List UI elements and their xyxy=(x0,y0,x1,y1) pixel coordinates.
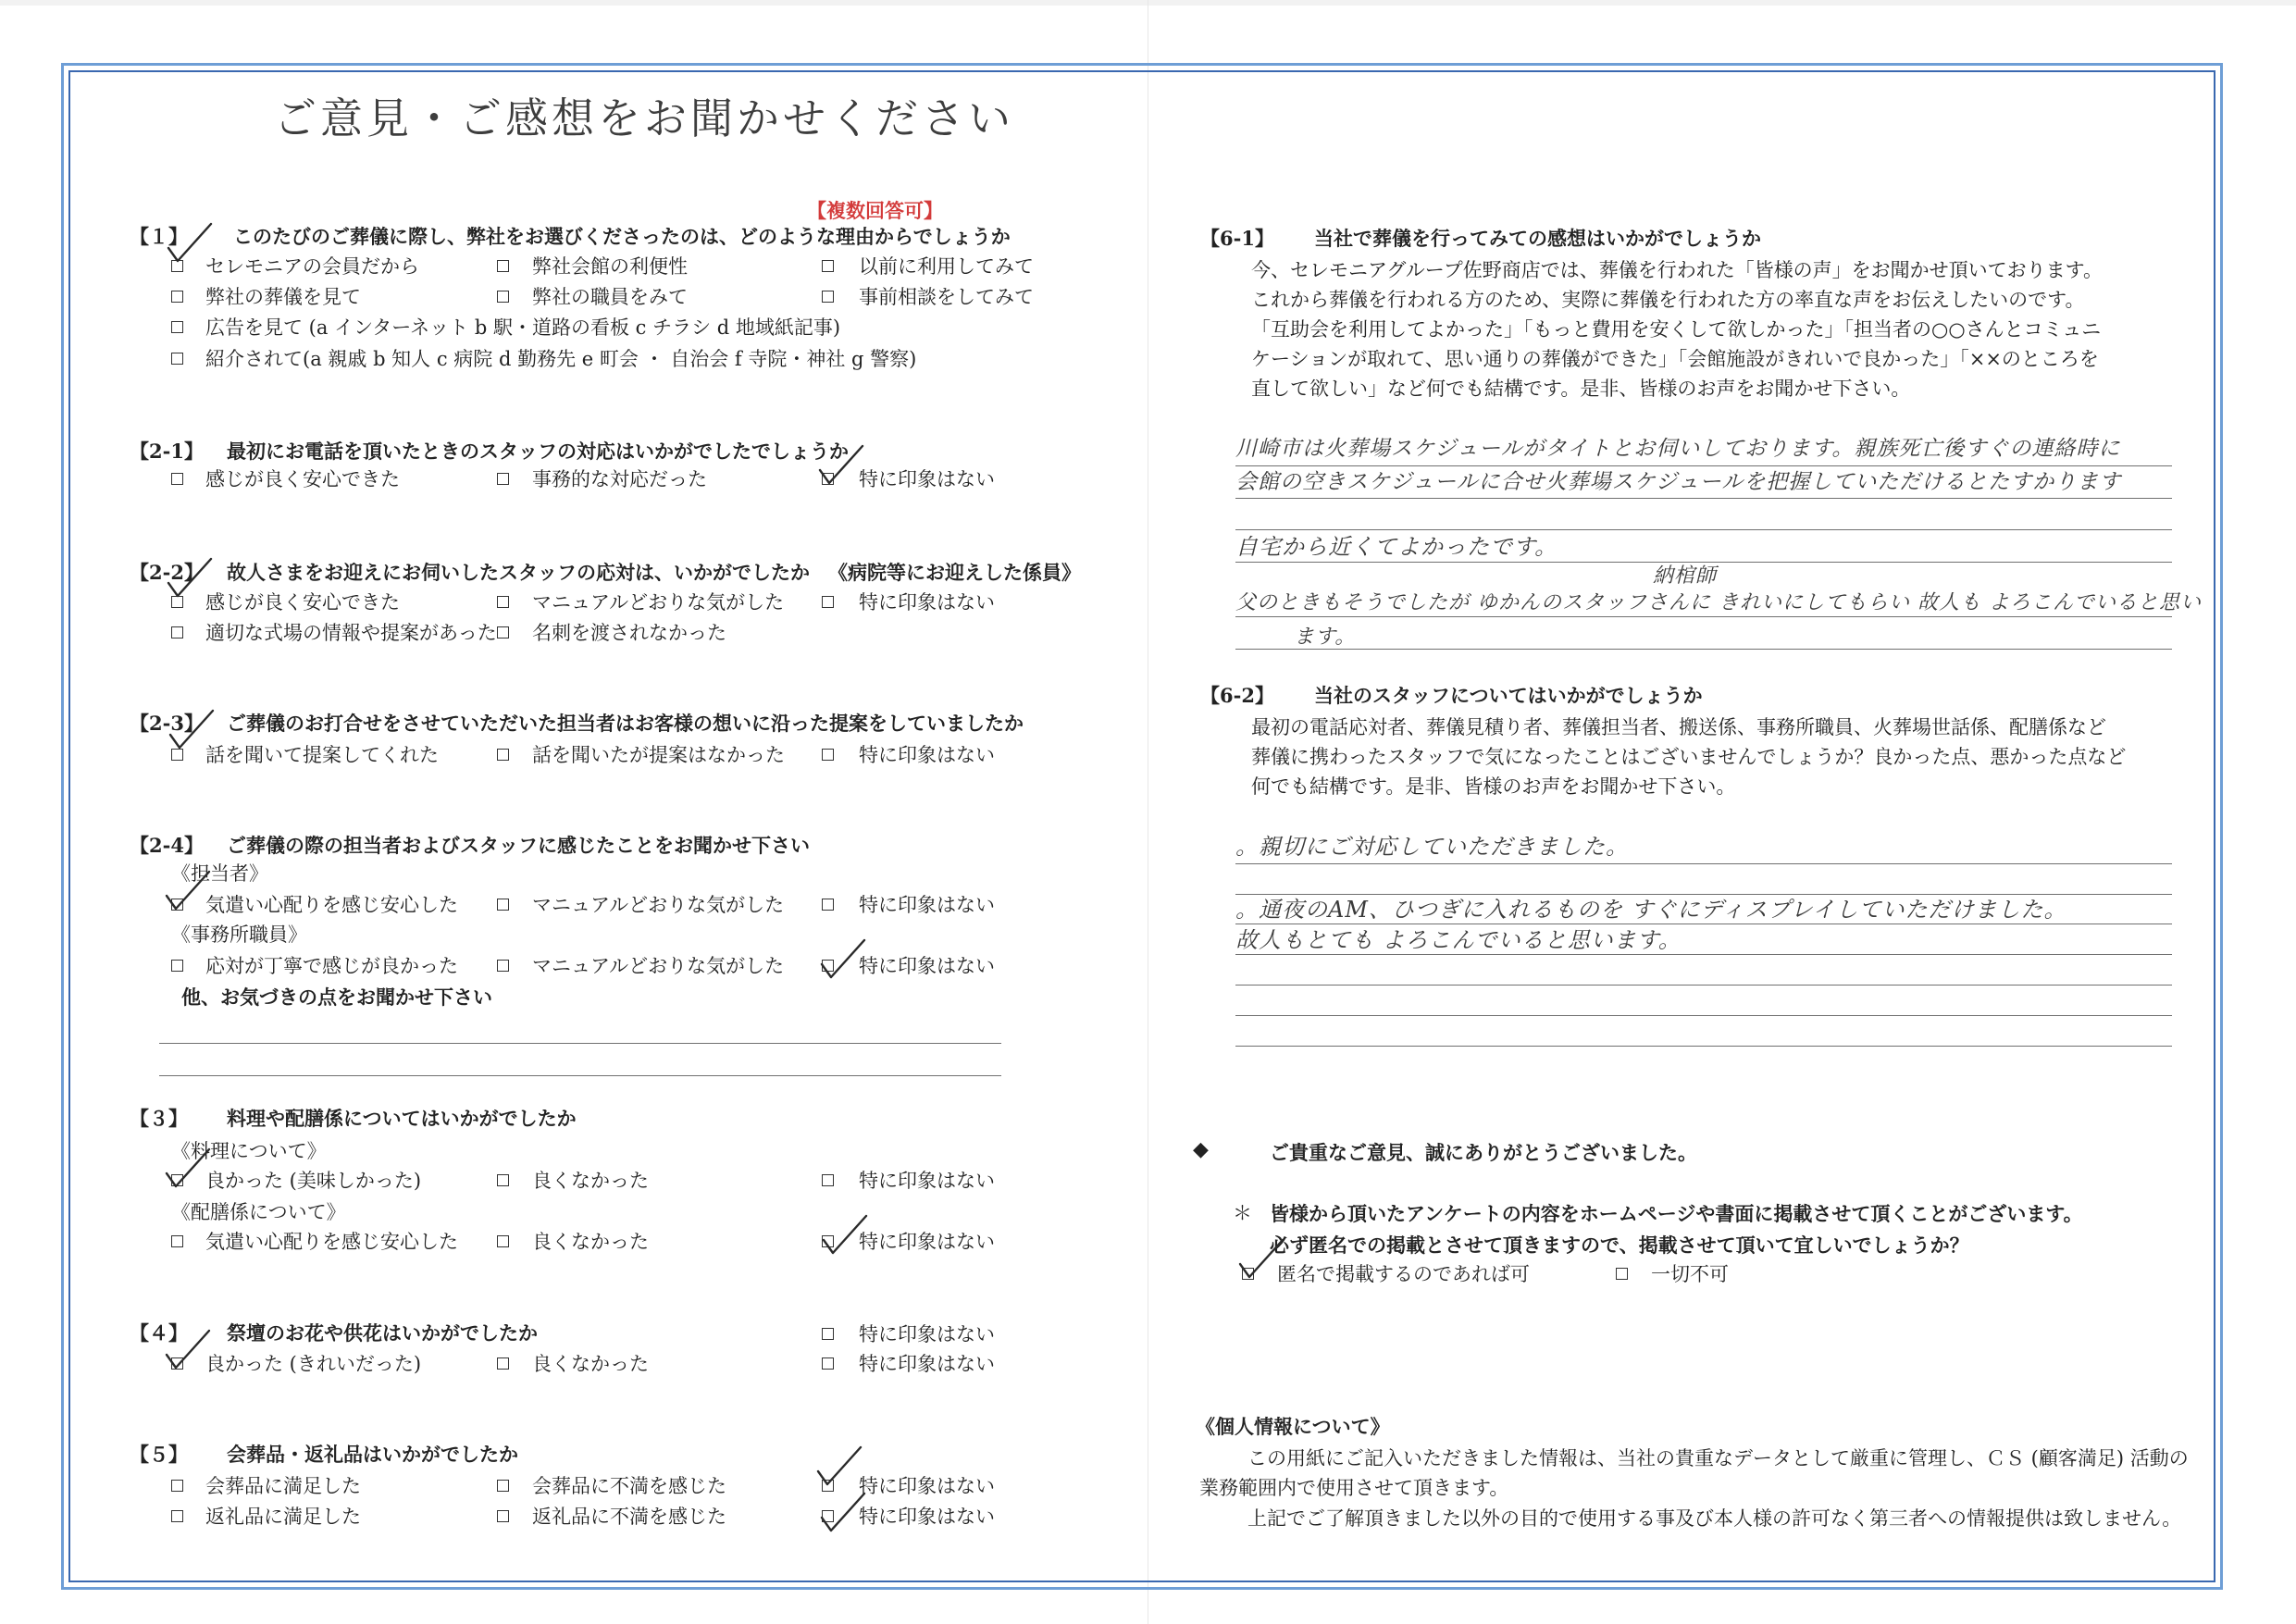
answer-line[interactable] xyxy=(159,1075,1001,1076)
q1-number: 【１】 xyxy=(130,225,188,248)
handwritten-answer: ます。 xyxy=(1294,626,1357,649)
answer-line[interactable] xyxy=(1235,498,2172,499)
q1-option: 弊社の葬儀を見て xyxy=(205,286,361,308)
q6-2-number: 【6-2】 xyxy=(1200,684,1274,707)
q6-1-body-line: 今、セレモニアグループ佐野商店では、葬儀を行われた「皆様の声」をお聞かせ頂いております。 xyxy=(1251,259,2104,281)
check-mark-icon xyxy=(814,1444,864,1486)
q3-question: 料理や配膳係についてはいかがでしたか xyxy=(227,1107,577,1130)
q3-sub-heading: 《料理について》 xyxy=(171,1140,327,1162)
handwritten-answer: 。親切にご対応していただきました。 xyxy=(1235,834,1629,860)
check-mark-icon xyxy=(167,707,217,750)
check-mark-icon xyxy=(816,442,866,485)
q6-2-question: 当社のスタッフについてはいかがでしょうか xyxy=(1314,684,1703,707)
q3-option: 特に印象はない xyxy=(859,1170,995,1192)
q4-number: 【４】 xyxy=(130,1321,188,1345)
q2-3-number: 【2-3】 xyxy=(130,712,204,735)
checkbox-icon[interactable] xyxy=(822,596,834,608)
q6-1-question: 当社で葬儀を行ってみての感想はいかがでしょうか xyxy=(1314,227,1761,250)
check-mark-icon xyxy=(163,1146,213,1188)
handwritten-answer: 会館の空きスケジュールに合せ火葬場スケジュールを把握していただけるとたすかります xyxy=(1235,470,2122,494)
checkbox-icon[interactable] xyxy=(497,626,509,638)
q2-4-sub-heading: 《担当者》 xyxy=(171,862,268,885)
handwritten-answer: 。通夜のAM、ひつぎに入れるものを すぐにディスプレイしていただけました。 xyxy=(1235,897,2067,923)
q6-2-body-line: 何でも結構です。是非、皆様のお声をお聞かせ下さい。 xyxy=(1251,775,1736,798)
q6-2-body-line: 最初の電話応対者、葬儀見積り者、葬儀担当者、搬送係、事務所職員、火葬場世話係、配膳係など xyxy=(1251,716,2106,738)
privacy-line: 業務範囲内で使用させて頂きます。 xyxy=(1199,1477,1509,1499)
q5-option: 特に印象はない xyxy=(859,1475,995,1497)
q2-4-question: ご葬儀の際の担当者およびスタッフに感じたことをお聞かせ下さい xyxy=(227,834,810,857)
asterisk-mark: ＊ xyxy=(1233,1202,1252,1224)
q2-4-option: 特に印象はない xyxy=(859,894,995,916)
q6-1-body-line: これから葬儀を行われる方のため、実際に葬儀を行われた方の率直な声をお伝えしたいのです。 xyxy=(1251,289,2085,311)
q3-sub-heading: 《配膳係について》 xyxy=(171,1201,346,1223)
checkbox-icon[interactable] xyxy=(497,1357,509,1370)
q5-option: 会葬品に不満を感じた xyxy=(532,1475,726,1497)
q2-1-option: 特に印象はない xyxy=(859,468,995,490)
checkbox-icon[interactable] xyxy=(171,1235,183,1247)
q2-1-question: 最初にお電話を頂いたときのスタッフの対応はいかがでしたでしょうか xyxy=(227,440,849,463)
q2-4-option: マニュアルどおりな気がした xyxy=(532,955,785,977)
privacy-heading: 《個人情報について》 xyxy=(1196,1415,1390,1438)
q2-4-option: マニュアルどおりな気がした xyxy=(532,894,785,916)
q2-4-option: 特に印象はない xyxy=(859,955,995,977)
checkbox-icon[interactable] xyxy=(171,1510,183,1522)
q2-2-option: 名刺を渡されなかった xyxy=(532,622,726,644)
q5-option: 返礼品に不満を感じた xyxy=(532,1506,726,1528)
q2-3-option: 話を聞いて提案してくれた xyxy=(205,744,439,766)
q2-4-option: 気遣い心配りを感じ安心した xyxy=(205,894,458,916)
anonymity-question: 必ず匿名での掲載とさせて頂きますので、掲載させて頂いて宜しいでしょうか？ xyxy=(1270,1233,1969,1257)
checkbox-icon[interactable] xyxy=(1616,1268,1628,1280)
q2-2-option: マニュアルどおりな気がした xyxy=(532,591,785,614)
q1-option: 弊社の職員をみて xyxy=(532,286,688,308)
checkbox-icon[interactable] xyxy=(497,1510,509,1522)
checkbox-icon[interactable] xyxy=(822,749,834,761)
checkbox-icon[interactable] xyxy=(497,291,509,303)
q2-3-question: ご葬儀のお打合せをさせていただいた担当者はお客様の想いに沿った提案をしていましたか xyxy=(227,712,1024,735)
page-title: ご意見・ご感想をお聞かせください xyxy=(274,93,1014,143)
q3-option: 気遣い心配りを感じ安心した xyxy=(205,1231,458,1253)
checkbox-icon[interactable] xyxy=(497,260,509,272)
answer-line[interactable] xyxy=(1235,863,2172,864)
answer-line[interactable] xyxy=(1235,1046,2172,1047)
checkbox-icon[interactable] xyxy=(822,1328,834,1340)
q3-option: 特に印象はない xyxy=(859,1231,995,1253)
q3-option: 良くなかった xyxy=(532,1170,649,1192)
checkbox-icon[interactable] xyxy=(171,473,183,485)
checkbox-icon[interactable] xyxy=(822,291,834,303)
handwritten-answer: 父のときもそうでしたが ゆかんのスタッフさんに きれいにしてもらい 故人も よろこんでいると思い xyxy=(1235,591,2202,614)
q1-option: 広告を見て (a インターネット b 駅・道路の看板 c チラシ d 地域紙記事) xyxy=(205,316,841,339)
answer-line[interactable] xyxy=(1235,649,2172,650)
checkbox-icon[interactable] xyxy=(497,899,509,911)
q2-2-option: 特に印象はない xyxy=(859,591,995,614)
checkbox-icon[interactable] xyxy=(497,596,509,608)
checkbox-icon[interactable] xyxy=(497,1174,509,1186)
checkbox-icon[interactable] xyxy=(497,960,509,972)
check-mark-icon xyxy=(1236,1236,1286,1279)
q2-4-option: 応対が丁寧で感じが良かった xyxy=(205,955,458,977)
check-mark-icon xyxy=(820,1212,870,1255)
q2-4-number: 【2-4】 xyxy=(130,834,204,857)
answer-line[interactable] xyxy=(1235,894,2172,895)
consent-option: 一切不可 xyxy=(1651,1263,1729,1285)
checkbox-icon[interactable] xyxy=(822,260,834,272)
answer-line[interactable] xyxy=(1235,465,2172,466)
checkbox-icon[interactable] xyxy=(497,473,509,485)
handwritten-answer: 故人もとても よろこんでいると思います。 xyxy=(1235,927,1682,953)
q3-number: 【３】 xyxy=(130,1107,188,1130)
check-mark-icon xyxy=(163,868,213,911)
q6-1-body-line: 直して欲しい」など何でも結構です。是非、皆様のお声をお聞かせ下さい。 xyxy=(1251,378,1911,400)
answer-line[interactable] xyxy=(1235,1015,2172,1016)
checkbox-icon[interactable] xyxy=(497,1480,509,1492)
checkbox-icon[interactable] xyxy=(171,321,183,333)
q2-3-option: 話を聞いたが提案はなかった xyxy=(532,744,785,766)
q2-2-note: 《病院等にお迎えした係員》 xyxy=(828,561,1081,584)
checkbox-icon[interactable] xyxy=(497,1235,509,1247)
q5-option: 特に印象はない xyxy=(859,1506,995,1528)
answer-line[interactable] xyxy=(159,1043,1001,1044)
consent-option: 匿名で掲載するのであれば可 xyxy=(1277,1263,1530,1285)
q2-2-option: 感じが良く安心できた xyxy=(205,591,400,614)
q3-option: 良かった (美味しかった) xyxy=(205,1170,422,1192)
checkbox-icon[interactable] xyxy=(171,291,183,303)
checkbox-icon[interactable] xyxy=(822,1357,834,1370)
q3-option: 良くなかった xyxy=(532,1231,649,1253)
thanks-message: ご貴重なご意見、誠にありがとうございました。 xyxy=(1270,1141,1697,1164)
q4-question: 祭壇のお花や供花はいかがでしたか xyxy=(227,1321,538,1345)
q6-1-body-line: ケーションが取れて、思い通りの葬儀ができた」「会館施設がきれいで良かった」「××のところを xyxy=(1251,348,2099,370)
check-mark-icon xyxy=(163,1327,213,1370)
q1-option: 事前相談をしてみて xyxy=(859,286,1034,308)
q5-question: 会葬品・返礼品はいかがでしたか xyxy=(227,1443,518,1466)
answer-line[interactable] xyxy=(1235,954,2172,955)
handwritten-answer: 納棺師 xyxy=(1653,564,1718,588)
q1-option: セレモニアの会員だから xyxy=(205,255,419,278)
q2-4-sub-heading: 《事務所職員》 xyxy=(171,924,307,946)
q2-3-option: 特に印象はない xyxy=(859,744,995,766)
q5-option: 会葬品に満足した xyxy=(205,1475,361,1497)
checkbox-icon[interactable] xyxy=(171,353,183,365)
q4-option: 良くなかった xyxy=(532,1353,649,1375)
q4-option: 特に印象はない xyxy=(859,1323,995,1345)
q6-1-number: 【6-1】 xyxy=(1200,227,1274,250)
answer-line[interactable] xyxy=(1235,529,2172,530)
q5-option: 返礼品に満足した xyxy=(205,1506,361,1528)
q1-question: このたびのご葬儀に際し、弊社をお選びくださったのは、どのような理由からでしょうか xyxy=(233,225,1011,248)
q2-1-option: 事務的な対応だった xyxy=(532,468,707,490)
answer-line[interactable] xyxy=(1235,985,2172,986)
handwritten-answer: 自宅から近くてよかったです。 xyxy=(1235,534,1558,560)
q4-option: 特に印象はない xyxy=(859,1353,995,1375)
q2-4-other-prompt: 他、お気づきの点をお聞かせ下さい xyxy=(181,986,492,1009)
checkbox-icon[interactable] xyxy=(822,899,834,911)
multi-answer-note: 【複数回答可】 xyxy=(807,199,943,222)
q6-1-body-line: 「互助会を利用してよかった」「もっと費用を安くして欲しかった」「担当者の○○さんとコミュニ xyxy=(1251,318,2102,341)
q2-2-number: 【2-2】 xyxy=(130,561,204,584)
q2-1-number: 【2-1】 xyxy=(130,440,204,463)
q1-option: 以前に利用してみて xyxy=(859,255,1034,278)
q1-option: 紹介されて(a 親戚 b 知人 c 病院 d 勤務先 e 町会 ・ 自治会 f 寺院・神社 g 警察) xyxy=(205,348,917,370)
checkbox-icon[interactable] xyxy=(171,749,183,761)
q4-option: 良かった (きれいだった) xyxy=(205,1353,422,1375)
diamond-bullet-icon: ◆ xyxy=(1193,1138,1209,1161)
check-mark-icon xyxy=(818,1490,868,1532)
q1-option: 弊社会館の利便性 xyxy=(532,255,688,278)
checkbox-icon[interactable] xyxy=(171,626,183,638)
publication-note: 皆様から頂いたアンケートの内容をホームページや書面に掲載させて頂くことがございます。 xyxy=(1270,1202,2083,1225)
checkbox-icon[interactable] xyxy=(822,1174,834,1186)
privacy-line: この用紙にご記入いただきました情報は、当社の貴重なデータとして厳重に管理し、ＣＳ (顧客満足) 活動の xyxy=(1247,1447,2189,1469)
q6-2-body-line: 葬儀に携わったスタッフで気になったことはございませんでしょうか？良かった点、悪かった点など xyxy=(1251,746,2127,768)
q5-number: 【５】 xyxy=(130,1443,188,1466)
checkbox-icon[interactable] xyxy=(497,749,509,761)
checkbox-icon[interactable] xyxy=(171,1480,183,1492)
q2-1-option: 感じが良く安心できた xyxy=(205,468,400,490)
check-mark-icon xyxy=(165,555,215,598)
check-mark-icon xyxy=(165,220,215,263)
privacy-line: 上記でご了解頂きました以外の目的で使用する事及び本人様の許可なく第三者への情報提供は致しません。 xyxy=(1247,1507,2182,1530)
check-mark-icon xyxy=(818,936,868,979)
handwritten-answer: 川崎市は火葬場スケジュールがタイトとお伺いしております。親族死亡後すぐの連絡時に xyxy=(1235,437,2121,461)
q2-2-question: 故人さまをお迎えにお伺いしたスタッフの応対は、いかがでしたか xyxy=(227,561,810,584)
checkbox-icon[interactable] xyxy=(171,960,183,972)
q2-2-option: 適切な式場の情報や提案があった xyxy=(205,622,497,644)
